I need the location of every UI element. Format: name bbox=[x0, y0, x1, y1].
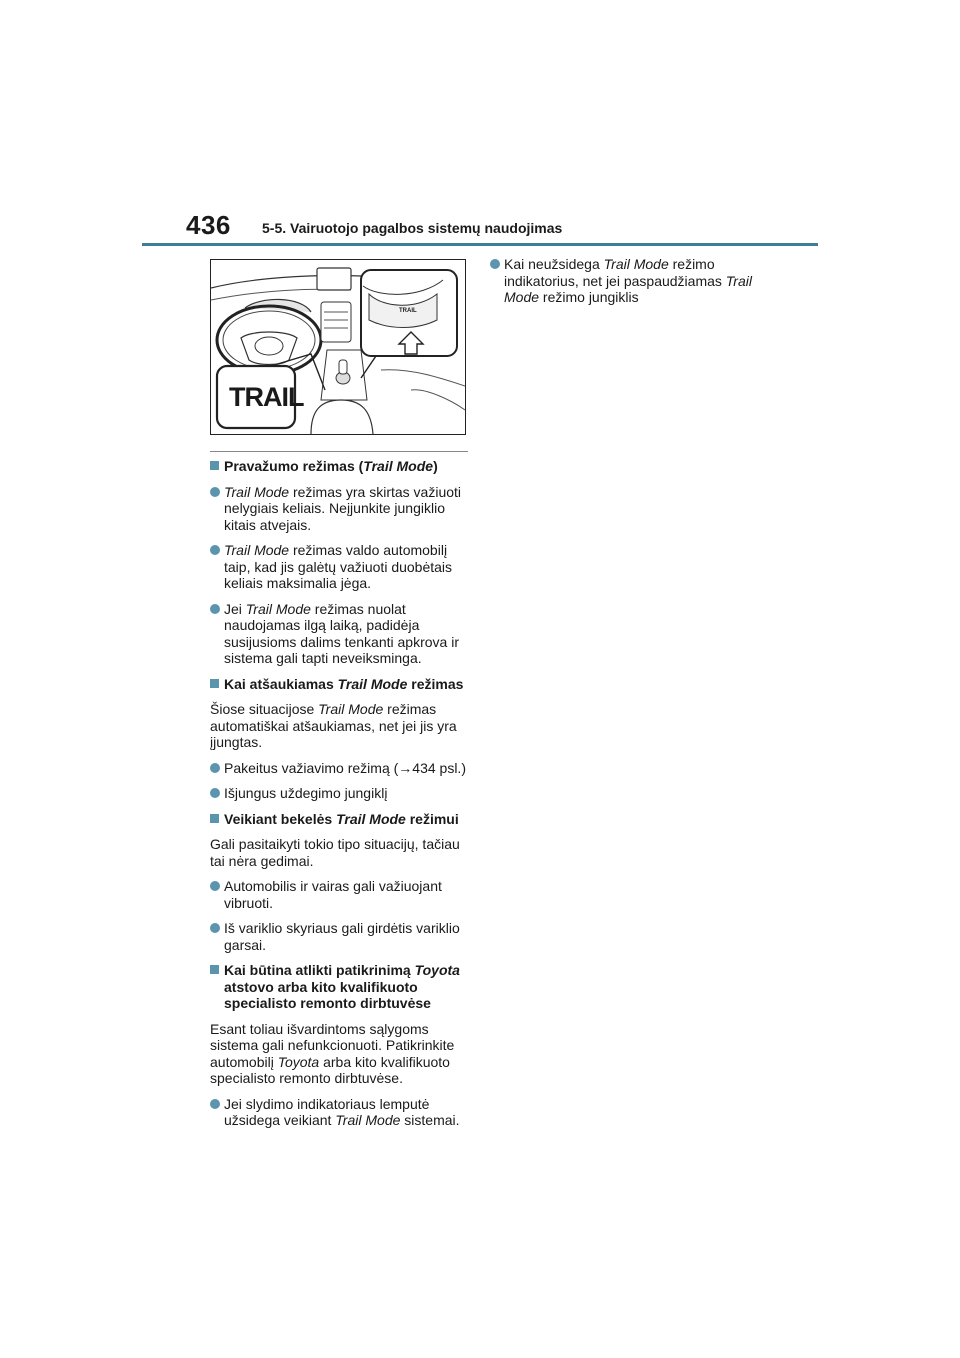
bullet-item: Iš variklio skyriaus gali girdėtis variklio garsai. bbox=[210, 920, 472, 953]
bullet-item: Jei Trail Mode režimas nuolat naudojamas ilgą laiką, padidėja susijusioms dalims tenkanti apkrova ir sistema gali tapti neveiksminga. bbox=[210, 601, 472, 667]
square-bullet-icon bbox=[210, 814, 219, 823]
bullet-item: Jei slydimo indikatoriaus lemputė užsidega veikiant Trail Mode sistemai. bbox=[210, 1096, 472, 1129]
bullet-item: Išjungus uždegimo jungiklį bbox=[210, 785, 472, 802]
paragraph: Esant toliau išvardintoms sąlygoms sistema gali nefunkcionuoti. Patikrinkite automobilį Toyota arba kito kvalifikuoto specialisto remonto dirbtuvėse. bbox=[210, 1020, 455, 1086]
left-column bbox=[210, 458, 472, 1138]
round-bullet-icon bbox=[210, 923, 220, 933]
round-bullet-icon bbox=[490, 259, 500, 269]
dashboard-illustration bbox=[210, 259, 466, 435]
round-bullet-icon bbox=[210, 487, 220, 497]
bullet-item: Pakeitus važiavimo režimą (→434 psl.) bbox=[210, 760, 472, 777]
bullet-item: Automobilis ir vairas gali važiuojant vibruoti. bbox=[210, 878, 472, 911]
round-bullet-icon bbox=[210, 788, 220, 798]
square-bullet-icon bbox=[210, 461, 219, 470]
section-title: 5-5. Vairuotojo pagalbos sistemų naudojimas bbox=[262, 220, 563, 236]
round-bullet-icon bbox=[210, 1099, 220, 1109]
heading-trail-mode: Pravažumo režimas (Trail Mode) bbox=[210, 458, 472, 475]
header-rule bbox=[142, 243, 818, 246]
bullet-item: Trail Mode režimas valdo automobilį taip, kad jis galėtų važiuoti duobėtais keliais maksimalia jėga. bbox=[210, 542, 472, 592]
round-bullet-icon bbox=[210, 881, 220, 891]
figure-rule bbox=[210, 451, 468, 452]
page-reference-link[interactable]: 434 psl.) bbox=[412, 759, 466, 776]
round-bullet-icon bbox=[210, 604, 220, 614]
square-bullet-icon bbox=[210, 679, 219, 688]
heading-inspection-needed: Kai būtina atlikti patikrinimą Toyota atstovo arba kito kvalifikuoto specialisto remonto dirbtuvėse bbox=[210, 962, 472, 1012]
page-ref-arrow-icon: → bbox=[398, 759, 413, 776]
heading-cancel-trail-mode: Kai atšaukiamas Trail Mode režimas bbox=[210, 676, 472, 693]
round-bullet-icon bbox=[210, 763, 220, 773]
paragraph: Gali pasitaikyti tokio tipo situacijų, tačiau tai nėra gedimai. bbox=[210, 836, 460, 869]
round-bullet-icon bbox=[210, 545, 220, 555]
trail-button-label: TRAIL bbox=[229, 382, 304, 412]
right-column bbox=[490, 256, 752, 315]
heading-during-trail-mode: Veikiant bekelės Trail Mode režimui bbox=[210, 811, 472, 828]
page-number: 436 bbox=[186, 210, 231, 240]
square-bullet-icon bbox=[210, 965, 219, 974]
bullet-item: Trail Mode režimas yra skirtas važiuoti nelygiais keliais. Neįjunkite jungiklio kitais atvejais. bbox=[210, 484, 472, 534]
trail-switch-label: TRAIL bbox=[399, 308, 417, 314]
paragraph: Šiose situacijose Trail Mode režimas automatiškai atšaukiamas, net jei jis yra įjungtas. bbox=[210, 701, 457, 750]
bullet-item: Kai neužsidega Trail Mode režimo indikatorius, net jei paspaudžiamas Trail Mode režimo jungiklis bbox=[490, 256, 752, 306]
